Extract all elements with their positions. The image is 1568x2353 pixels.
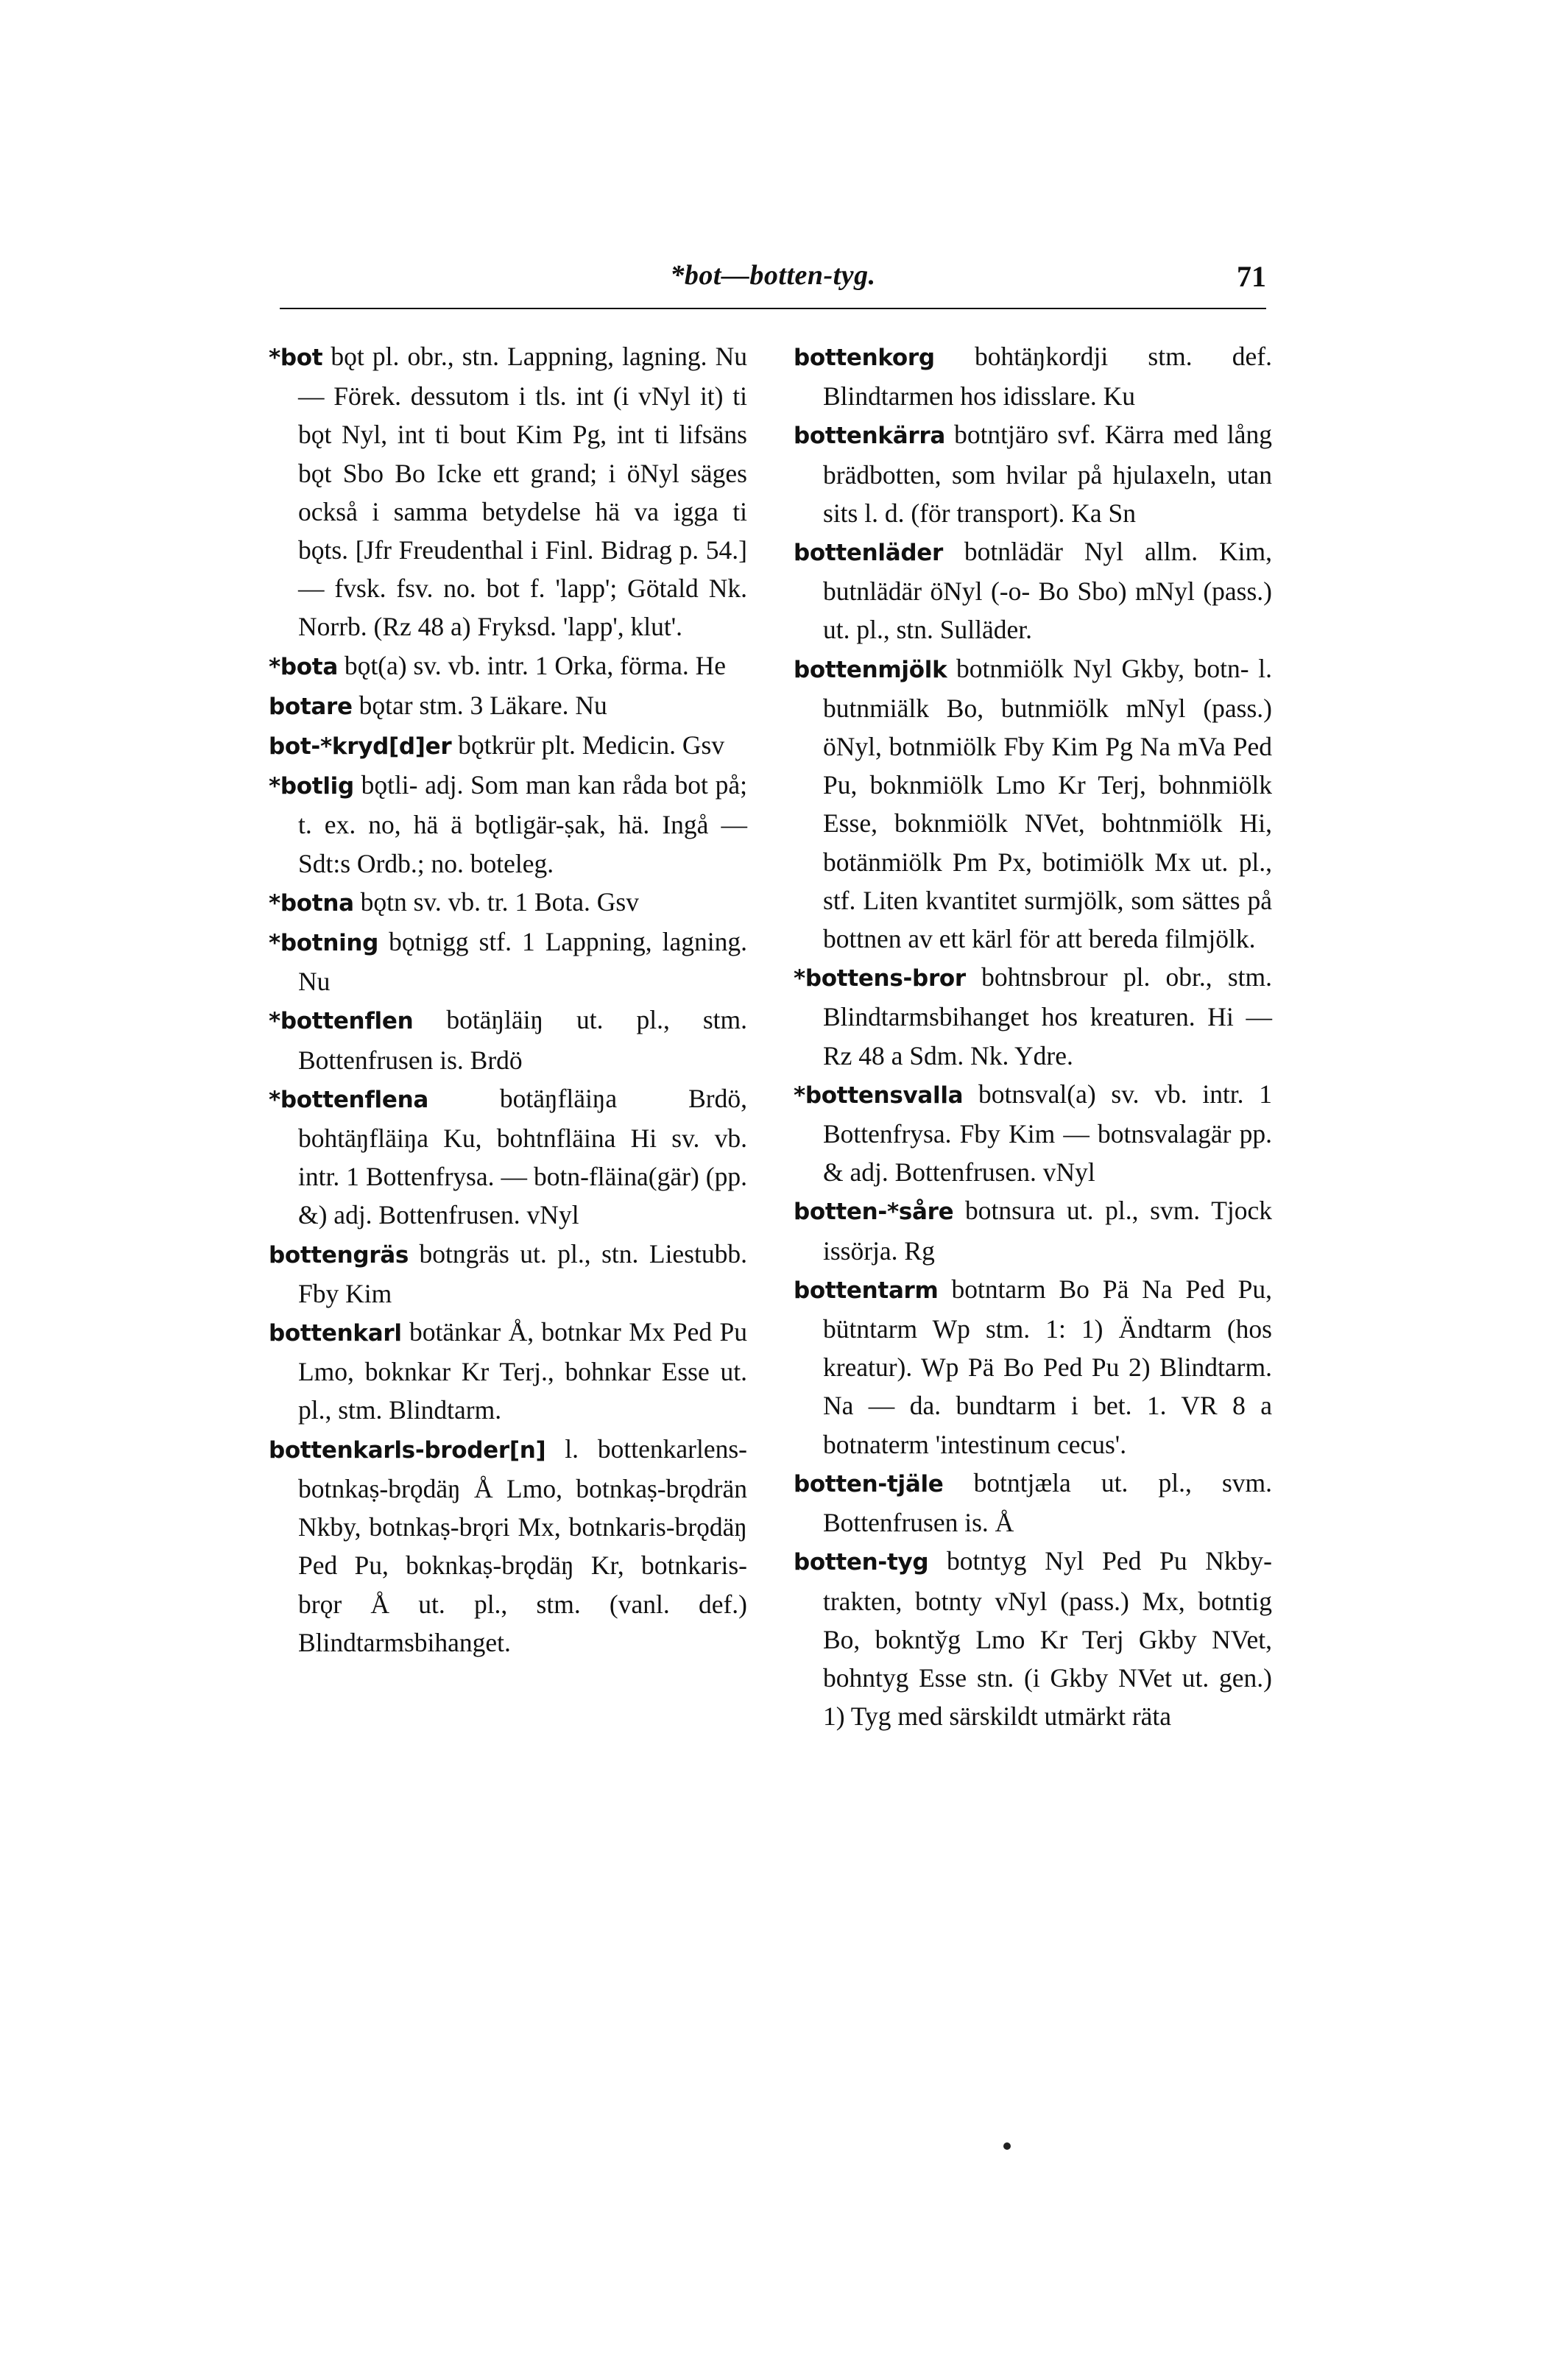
dictionary-entry bbox=[269, 726, 747, 766]
dictionary-entry bbox=[269, 686, 747, 726]
entry-definition: bǫtli- adj. Som man kan råda bot på; t. ex. no, hä ä bǫtligär-ṣak, hä. Ingå — Sdt:s Ordb.; no. boteleg. bbox=[298, 770, 747, 878]
entry-definition: bǫt(a) sv. vb. intr. 1 Orka, förma. He bbox=[337, 650, 727, 680]
entry-definition: botntjäro svf. Kärra med lång brädbotten, som hvilar på hjulaxeln, utan sits l. d. (för transport). Ka Sn bbox=[823, 420, 1272, 528]
entry-headword: *bot bbox=[269, 345, 323, 371]
dictionary-entry bbox=[794, 532, 1272, 649]
entry-definition: botänkar Å, botnkar Mx Ped Pu Lmo, boknkar Kr Terj., bohnkar Esse ut. pl., stm. Blindtarm. bbox=[298, 1317, 747, 1425]
entry-headword: bottenkarls-broder[n] bbox=[269, 1436, 546, 1464]
entry-definition: botnsura ut. pl., svm. Tjock issörja. Rg bbox=[823, 1196, 1272, 1266]
header-rule bbox=[280, 308, 1266, 309]
entry-headword: *bottens-bror bbox=[794, 965, 966, 992]
dictionary-entry bbox=[269, 337, 747, 646]
entry-headword: *botning bbox=[269, 930, 379, 957]
entry-definition: bǫtkrür plt. Medicin. Gsv bbox=[451, 730, 725, 761]
entry-definition: botnmiölk Nyl Gkby, botn- l. butnmiälk Bo, butnmiölk mNyl (pass.) öNyl, botnmiölk Fby Kim Pg Na mVa Ped Pu, boknmiölk Lmo Kr Terj, bohnmiölk Esse, boknmiölk NVet, bohtnmiölk Hi, botänmiölk Pm Px, botimiölk Mx ut. pl., stf. Liten kvantitet surmjölk, som sättes på bottnen av ett kärl för att bereda filmjölk. bbox=[823, 653, 1272, 954]
dictionary-entry bbox=[269, 1430, 747, 1662]
dictionary-entry bbox=[794, 415, 1272, 532]
dictionary-entry bbox=[794, 958, 1272, 1075]
dictionary-entry bbox=[269, 883, 747, 922]
entry-definition: botnsval(a) sv. vb. intr. 1 Bottenfrysa. Fby Kim — botnsvalagär pp. & adj. Bottenfrusen. vNyl bbox=[823, 1079, 1272, 1188]
page-header bbox=[280, 259, 1266, 303]
entry-definition: botäŋfläiŋa Brdö, bohtäŋfläiŋa Ku, bohtnfläina Hi sv. vb. intr. 1 Bottenfrysa. — botn-fläina(gär) (pp. &) adj. Bottenfrusen. vNyl bbox=[298, 1083, 747, 1230]
page-number: 71 bbox=[1237, 260, 1266, 293]
dictionary-entry bbox=[269, 922, 747, 1001]
entry-headword: bottenläder bbox=[794, 540, 943, 567]
entry-headword: bot-*kryd[d]er bbox=[269, 733, 452, 761]
dictionary-entry bbox=[794, 1075, 1272, 1192]
entry-headword: *bottensvalla bbox=[794, 1082, 964, 1109]
entry-headword: botare bbox=[269, 693, 353, 720]
entry-definition: bǫt pl. obr., stn. Lappning, lagning. Nu — Förek. dessutom i tls. int (i vNyl it) ti bǫt Nyl, int ti bout Kim Pg, int ti lifsäns bǫt Sbo Bo Icke ett grand; i öNyl säges också i samma betydelse hä va igga ti bǫts. [Jfr Freudenthal i Finl. Bidrag p. 54.] — fvsk. fsv. no. bot f. 'lapp'; Götald Nk. Norrb. (Rz 48 a) Fryksd. 'lapp', klut'. bbox=[298, 342, 747, 642]
dictionary-entry bbox=[794, 1191, 1272, 1269]
entry-headword: *botlig bbox=[269, 773, 354, 800]
left-column bbox=[269, 337, 747, 1662]
entry-definition: botntjæla ut. pl., svm. Bottenfrusen is. Å bbox=[823, 1467, 1272, 1538]
entry-definition: botäŋläiŋ ut. pl., stm. Bottenfrusen is. Brdö bbox=[298, 1005, 747, 1075]
dictionary-entry bbox=[269, 646, 747, 686]
entry-headword: *botna bbox=[269, 889, 354, 917]
dictionary-entry bbox=[269, 1235, 747, 1313]
right-column bbox=[794, 337, 1272, 1735]
entry-definition: bǫtn sv. vb. tr. 1 Bota. Gsv bbox=[353, 886, 639, 917]
entry-headword: bottenkarl bbox=[269, 1320, 402, 1347]
dictionary-entry bbox=[794, 1270, 1272, 1464]
entry-definition: bohtäŋkordji stm. def. Blindtarmen hos idisslare. Ku bbox=[823, 342, 1272, 412]
entry-definition: botngräs ut. pl., stn. Liestubb. Fby Kim bbox=[298, 1238, 747, 1308]
dictionary-entry bbox=[794, 337, 1272, 415]
dictionary-entry bbox=[269, 1313, 747, 1430]
entry-headword: *bota bbox=[269, 653, 338, 680]
entry-definition: botntarm Bo Pä Na Ped Pu, bütntarm Wp stm. 1: 1) Ändtarm (hos kreatur). Wp Pä Bo Ped Pu 2) Blindtarm. Na — da. bundtarm i bet. 1. VR 8 a botnaterm 'intestinum cecus'. bbox=[823, 1274, 1272, 1459]
entry-definition: bǫtar stm. 3 Läkare. Nu bbox=[352, 690, 607, 720]
entry-headword: botten-*såre bbox=[794, 1199, 954, 1226]
running-head: *bot—botten-tyg. bbox=[670, 260, 876, 291]
entry-headword: bottenmjölk bbox=[794, 656, 947, 683]
entry-definition: l. bottenkarlens- botnkaṣ-brǫdäŋ Å Lmo, botnkaṣ-brǫdrän Nkby, botnkaṣ-brǫri Mx, botnkaris-brǫdäŋ Ped Pu, boknkaṣ-brǫdäŋ Kr, botnkaris-brǫr Å ut. pl., stm. (vanl. def.) Blindtarmsbihanget. bbox=[298, 1433, 747, 1657]
entry-headword: bottengräs bbox=[269, 1241, 409, 1269]
entry-headword: botten-tjäle bbox=[794, 1470, 944, 1497]
dictionary-entry bbox=[269, 1001, 747, 1079]
dictionary-entry bbox=[794, 1542, 1272, 1735]
entry-definition: botntyg Nyl Ped Pu Nkby-trakten, botnty vNyl (pass.) Mx, botntig Bo, boknty̆g Lmo Kr Terj Gkby NVet, bohntyg Esse stn. (i Gkby NVet ut. gen.) 1) Tyg med särskildt utmärkt räta bbox=[823, 1546, 1272, 1732]
entry-headword: bottentarm bbox=[794, 1277, 939, 1304]
entry-headword: *bottenflen bbox=[269, 1008, 414, 1035]
dictionary-entry bbox=[794, 649, 1272, 959]
entry-definition: bǫtnigg stf. 1 Lappning, lagning. Nu bbox=[298, 927, 747, 997]
entry-headword: bottenkorg bbox=[794, 345, 935, 371]
entry-headword: bottenkärra bbox=[794, 423, 945, 450]
entry-headword: botten-tyg bbox=[794, 1549, 929, 1576]
dictionary-entry bbox=[794, 1464, 1272, 1542]
entry-headword: *bottenflena bbox=[269, 1086, 428, 1113]
entry-definition: botnlädär Nyl allm. Kim, butnlädär öNyl (-o- Bo Sbo) mNyl (pass.) ut. pl., stn. Sulläder. bbox=[823, 537, 1272, 645]
entry-definition: bohtnsbrour pl. obr., stm. Blindtarmsbihanget hos kreaturen. Hi — Rz 48 a Sdm. Nk. Ydre. bbox=[823, 962, 1272, 1070]
ink-speck bbox=[1003, 2142, 1011, 2150]
dictionary-entry bbox=[269, 766, 747, 883]
dictionary-entry bbox=[269, 1079, 747, 1235]
